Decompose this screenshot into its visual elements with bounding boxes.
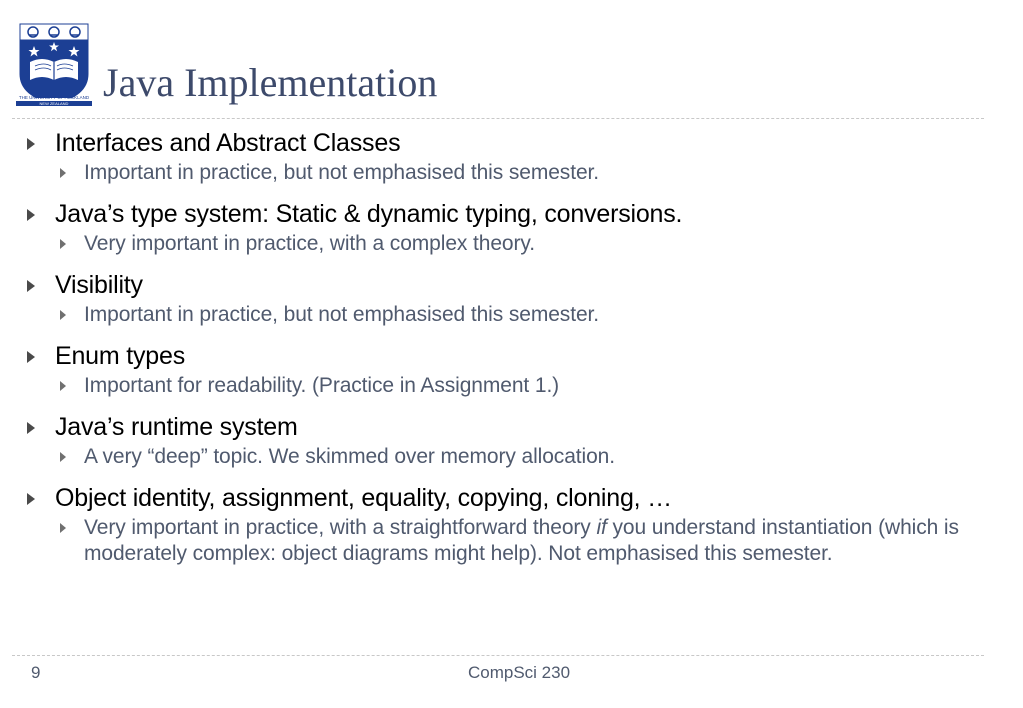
sub-bullet-arrow-icon <box>60 523 66 533</box>
sub-bullet-text <box>84 515 964 567</box>
sub-bullet-item <box>0 160 1023 186</box>
bullet-arrow-icon <box>27 138 35 150</box>
title-divider <box>12 118 984 119</box>
sub-bullet-text: Important in practice, but not emphasised this semester. <box>84 303 599 326</box>
page-number: 9 <box>31 663 41 682</box>
bullet-text: Java’s runtime system <box>55 413 298 441</box>
sub-bullet-item <box>0 515 1023 567</box>
logo-text: THE UNIVERSITY OF AUCKLAND <box>18 95 90 100</box>
sub-bullet-arrow-icon <box>60 310 66 320</box>
bullet-arrow-icon <box>27 493 35 505</box>
bullet-text: Object identity, assignment, equality, copying, cloning, … <box>55 484 672 512</box>
bullet-list <box>0 126 1023 578</box>
bullet-arrow-icon <box>27 351 35 363</box>
bullet-arrow-icon <box>27 209 35 221</box>
logo-subtext: NEW ZEALAND <box>16 101 92 106</box>
sub-bullet-arrow-icon <box>60 239 66 249</box>
sub-bullet-arrow-icon <box>60 381 66 391</box>
sub-bullet-text-emphasis: if <box>596 516 607 539</box>
sub-bullet-text: Important in practice, but not emphasised this semester. <box>84 161 599 184</box>
sub-bullet-item <box>0 231 1023 257</box>
bullet-item <box>0 126 1023 160</box>
bullet-arrow-icon <box>27 422 35 434</box>
footer-divider <box>12 655 984 656</box>
bullet-item <box>0 339 1023 373</box>
bullet-text: Enum types <box>55 342 186 370</box>
bullet-item <box>0 197 1023 231</box>
bullet-arrow-icon <box>27 280 35 292</box>
sub-bullet-text: Important for readability. (Practice in Assignment 1.) <box>84 374 560 397</box>
sub-bullet-text: A very “deep” topic. We skimmed over memory allocation. <box>84 445 615 468</box>
slide-title: Java Implementation <box>103 60 438 105</box>
bullet-item <box>0 268 1023 302</box>
sub-bullet-arrow-icon <box>60 452 66 462</box>
sub-bullet-text-before: Very important in practice, with a straightforward theory <box>84 516 597 539</box>
sub-bullet-item <box>0 373 1023 399</box>
bullet-text: Java’s type system: Static & dynamic typing, conversions. <box>55 200 683 228</box>
bullet-item <box>0 410 1023 444</box>
sub-bullet-item <box>0 302 1023 328</box>
footer-course-label: CompSci 230 <box>468 663 571 682</box>
sub-bullet-text: Very important in practice, with a complex theory. <box>84 232 535 255</box>
sub-bullet-arrow-icon <box>60 168 66 178</box>
sub-bullet-item <box>0 444 1023 470</box>
sub-bullet-text-after: you understand instantiation (which is moderately complex: object diagrams might help). Not emphasised this semester. <box>84 516 959 565</box>
bullet-item <box>0 481 1023 515</box>
university-crest-logo <box>16 22 92 110</box>
bullet-text: Interfaces and Abstract Classes <box>55 129 401 157</box>
bullet-text: Visibility <box>55 271 143 299</box>
